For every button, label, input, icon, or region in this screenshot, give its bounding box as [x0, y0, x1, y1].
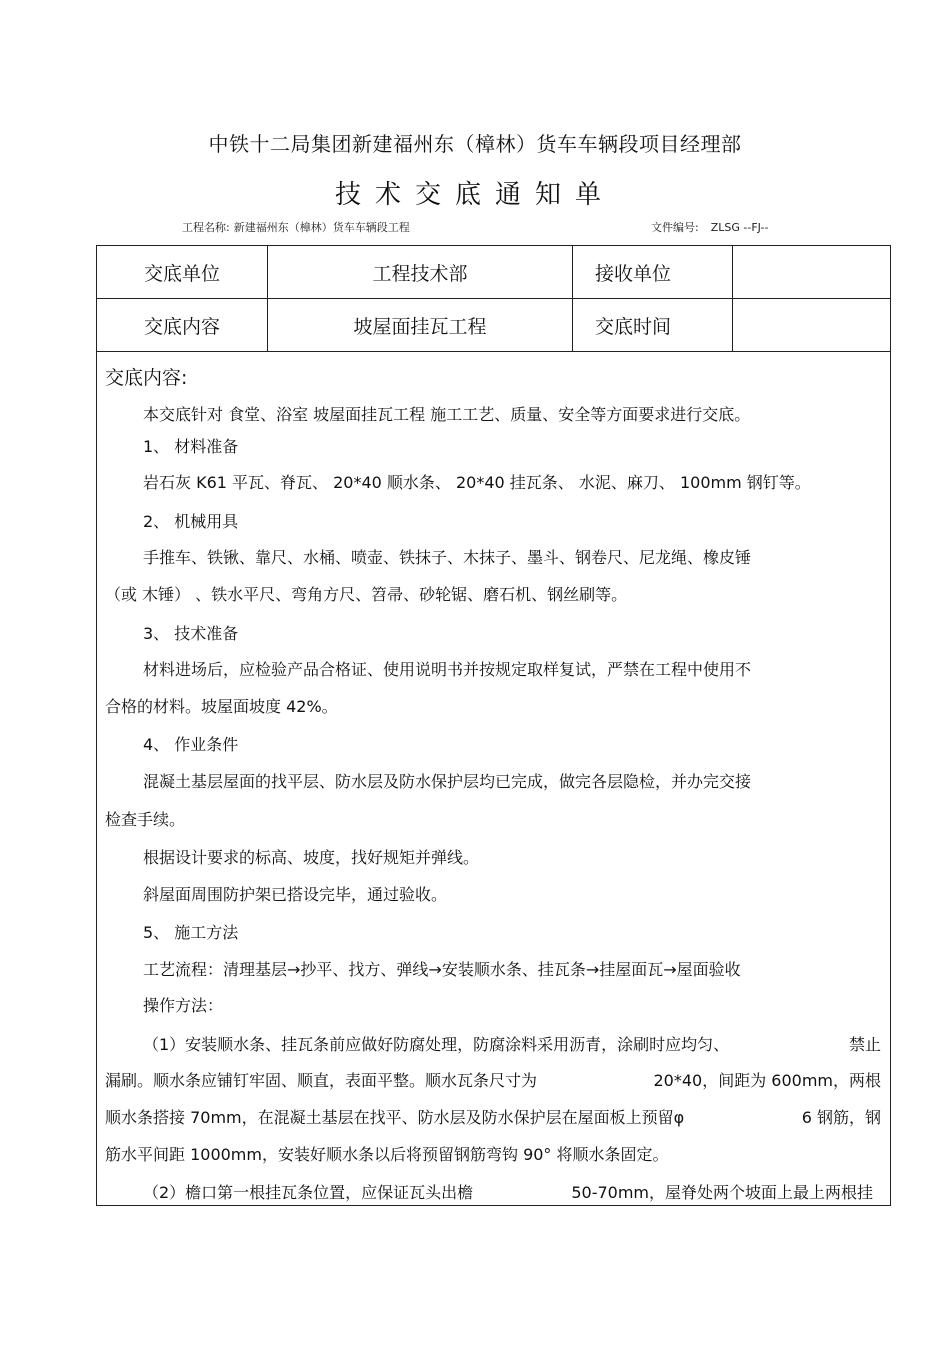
paragraph-1-line1-left: （1）安装顺水条、挂瓦条前应做好防腐处理，防腐涂料采用沥青，涂刷时应均匀、	[143, 1035, 730, 1054]
paragraph-1-line1	[143, 1032, 881, 1055]
section-3-text-line2: 合格的材料。坡屋面坡度 42%。	[105, 697, 338, 716]
handover-unit-value: 工程技术部	[268, 246, 573, 299]
section-4-title: 4、 作业条件	[143, 735, 239, 754]
handover-time-label: 交底时间	[573, 299, 733, 352]
section-2-text-line1: 手推车、铁锹、靠尺、水桶、喷壶、铁抹子、木抹子、墨斗、钢卷尺、尼龙绳、橡皮锤	[143, 548, 752, 567]
paragraph-1-line2	[105, 1068, 881, 1091]
paragraph-1-line2-left: 漏刷。顺水条应铺钉牢固、顺直，表面平整。顺水瓦条尺寸为	[105, 1071, 538, 1090]
info-row	[97, 246, 891, 299]
document-title: 技术交底通知单	[334, 180, 615, 210]
receiving-unit-value[interactable]	[733, 246, 891, 299]
handover-content-label: 交底内容	[97, 299, 268, 352]
paragraph-1-line2-right: 20*40，间距为 600mm，两根	[653, 1071, 881, 1090]
section-3-text-line1: 材料进场后，应检验产品合格证、使用说明书并按规定取样复试，严禁在工程中使用不	[143, 660, 752, 679]
section-4-text-line2: 检查手续。	[105, 810, 186, 829]
paragraph-1-line4: 筋水平间距 1000mm，安装好顺水条以后将预留钢筋弯钩 90° 将顺水条固定。	[105, 1145, 669, 1164]
receiving-unit-label: 接收单位	[573, 246, 733, 299]
file-number-label: 文件编号:	[651, 221, 699, 234]
file-number-info	[651, 219, 768, 235]
section-4-text-line4: 斜屋面周围防护架已搭设完毕，通过验收。	[143, 885, 448, 904]
content-box	[96, 351, 891, 1206]
section-3-title: 3、 技术准备	[143, 624, 239, 643]
section-4-text-line1: 混凝土基层屋面的找平层、防水层及防水保护层均已完成，做完各层隐检，并办完交接	[143, 772, 752, 791]
paragraph-2-line1	[143, 1180, 873, 1203]
info-row	[97, 299, 891, 352]
project-name: 新建福州东（樟林）货车车辆段工程	[233, 221, 410, 234]
organization-title: 中铁十二局集团新建福州东（樟林）货车车辆段项目经理部	[208, 132, 742, 156]
section-4-text-line3: 根据设计要求的标高、坡度，找好规矩并弹线。	[143, 848, 480, 867]
section-5-title: 5、 施工方法	[143, 923, 239, 942]
paragraph-1-line3-right: 6 钢筋，钢	[801, 1108, 881, 1127]
handover-content-value: 坡屋面挂瓦工程	[268, 299, 573, 352]
handover-time-value[interactable]	[733, 299, 891, 352]
content-heading: 交底内容:	[105, 367, 188, 389]
section-2-text-line2: （或 木锤） 、铁水平尺、弯角方尺、笤帚、砂轮锯、磨石机、钢丝刷等。	[105, 585, 628, 604]
handover-unit-label: 交底单位	[97, 246, 268, 299]
info-table	[96, 245, 891, 352]
file-number-value: ZLSG --FJ--	[710, 221, 769, 234]
project-info	[182, 219, 410, 235]
process-flow: 工艺流程：清理基层→抄平、找方、弹线→安装顺水条、挂瓦条→挂屋面瓦→屋面验收	[143, 960, 741, 979]
section-1-title: 1、 材料准备	[143, 437, 239, 456]
project-label: 工程名称:	[182, 221, 230, 234]
paragraph-1-line3-left: 顺水条搭接 70mm，在混凝土基层在找平、防水层及防水保护层在屋面板上预留φ	[105, 1108, 685, 1127]
intro-text: 本交底针对 食堂、浴室 坡屋面挂瓦工程 施工工艺、质量、安全等方面要求进行交底。	[143, 405, 751, 424]
section-1-text: 岩石灰 K61 平瓦、脊瓦、 20*40 顺水条、 20*40 挂瓦条、 水泥、麻刀、 100mm 钢钉等。	[143, 473, 811, 492]
paragraph-2-line1-right: 50-70mm，屋脊处两个坡面上最上两根挂	[571, 1183, 873, 1202]
section-2-title: 2、 机械用具	[143, 512, 239, 531]
paragraph-2-line1-left: （2）檐口第一根挂瓦条位置，应保证瓦头出檐	[143, 1183, 474, 1202]
paragraph-1-line3	[105, 1105, 881, 1128]
paragraph-1-line1-right: 禁止	[848, 1035, 881, 1054]
method-label: 操作方法：	[143, 996, 224, 1015]
